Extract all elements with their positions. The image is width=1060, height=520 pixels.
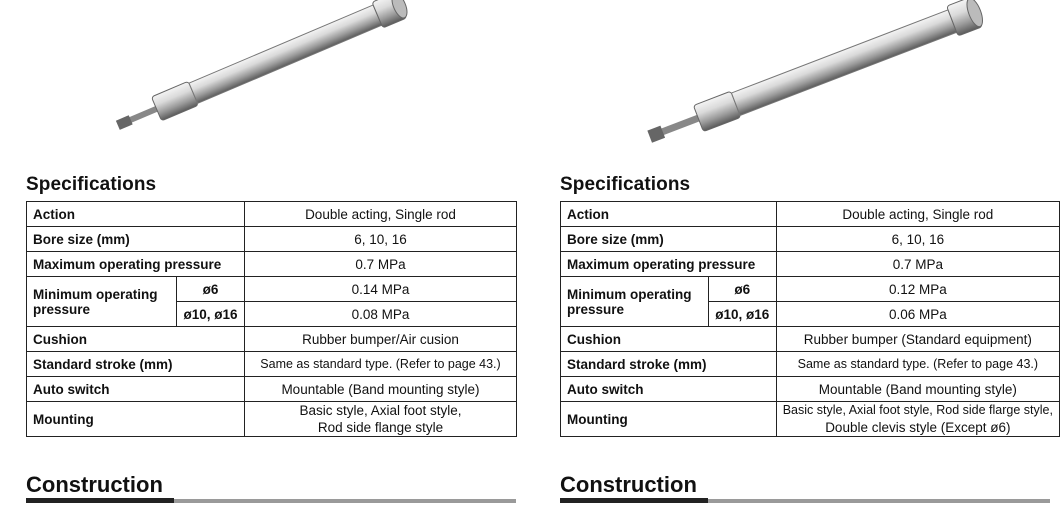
mounting-value-line2: Rod side flange style [317, 420, 444, 435]
construction-title: Construction [26, 472, 163, 497]
row-value-mounting [245, 402, 517, 437]
table-row [27, 227, 517, 252]
sub-label-bore-10-16: ø10, ø16 [177, 302, 245, 327]
row-value-max-pressure: 0.7 MPa [245, 252, 517, 277]
row-value-stroke: Same as standard type. (Refer to page 43.) [245, 352, 517, 377]
row-label-stroke: Standard stroke (mm) [561, 352, 777, 377]
row-value-mounting [776, 402, 1059, 437]
table-row [561, 227, 1060, 252]
row-value-cushion: Rubber bumper (Standard equipment) [776, 327, 1059, 352]
row-label-mounting: Mounting [561, 402, 777, 437]
row-value-action: Double acting, Single rod [245, 202, 517, 227]
row-label-bore: Bore size (mm) [27, 227, 245, 252]
table-row [27, 352, 517, 377]
table-row [27, 277, 517, 302]
row-label-bore: Bore size (mm) [561, 227, 777, 252]
construction-rule [560, 498, 1050, 503]
right-panel [560, 0, 1060, 520]
row-label-auto-switch: Auto switch [561, 377, 777, 402]
row-label-stroke: Standard stroke (mm) [27, 352, 245, 377]
table-row [561, 202, 1060, 227]
table-row [561, 352, 1060, 377]
row-value-max-pressure: 0.7 MPa [776, 252, 1059, 277]
table-row [27, 202, 517, 227]
row-label-auto-switch: Auto switch [27, 377, 245, 402]
rule-light-segment [174, 499, 516, 503]
specifications-table [26, 201, 517, 437]
row-value-bore: 6, 10, 16 [245, 227, 517, 252]
row-value-auto-switch: Mountable (Band mounting style) [776, 377, 1059, 402]
min-pressure-label-line1: Minimum operating [33, 286, 158, 302]
table-row [561, 377, 1060, 402]
row-label-max-pressure: Maximum operating pressure [27, 252, 245, 277]
table-row [561, 327, 1060, 352]
row-value-auto-switch: Mountable (Band mounting style) [245, 377, 517, 402]
min-pressure-label-line1: Minimum operating [567, 286, 692, 302]
row-value-min-pressure-6: 0.12 MPa [776, 277, 1059, 302]
table-row [27, 252, 517, 277]
row-label-action: Action [561, 202, 777, 227]
sub-label-bore-10-16: ø10, ø16 [708, 302, 776, 327]
sub-label-bore-6: ø6 [177, 277, 245, 302]
table-row [27, 377, 517, 402]
row-value-action: Double acting, Single rod [776, 202, 1059, 227]
specifications-title: Specifications [560, 174, 691, 195]
sub-label-bore-6: ø6 [708, 277, 776, 302]
min-pressure-label-line2: pressure [567, 301, 625, 317]
row-label-cushion: Cushion [561, 327, 777, 352]
row-label-action: Action [27, 202, 245, 227]
table-row [27, 327, 517, 352]
min-pressure-label-line2: pressure [33, 301, 91, 317]
row-label-max-pressure: Maximum operating pressure [561, 252, 777, 277]
air-cylinder-image [26, 0, 526, 165]
row-label-min-pressure [561, 277, 709, 327]
row-value-min-pressure-10-16: 0.06 MPa [776, 302, 1059, 327]
mounting-value-line1: Basic style, Axial foot style, [299, 403, 462, 418]
row-value-min-pressure-6: 0.14 MPa [245, 277, 517, 302]
table-row [27, 402, 517, 437]
specifications-title: Specifications [26, 174, 157, 195]
left-panel [26, 0, 526, 520]
air-cylinder-image [560, 0, 1060, 165]
row-label-min-pressure [27, 277, 177, 327]
row-value-bore: 6, 10, 16 [776, 227, 1059, 252]
rule-light-segment [708, 499, 1050, 503]
row-label-cushion: Cushion [27, 327, 245, 352]
rule-dark-segment [26, 498, 174, 503]
row-value-min-pressure-10-16: 0.08 MPa [245, 302, 517, 327]
row-label-mounting: Mounting [27, 402, 245, 437]
mounting-value-line2: Double clevis style (Except ø6) [825, 420, 1011, 435]
construction-rule [26, 498, 516, 503]
mounting-value-line1: Basic style, Axial foot style, Rod side flarge style, [782, 403, 1053, 417]
table-row [561, 252, 1060, 277]
table-row [561, 277, 1060, 302]
specifications-table [560, 201, 1060, 437]
row-value-stroke: Same as standard type. (Refer to page 43.) [776, 352, 1059, 377]
construction-title: Construction [560, 472, 697, 497]
rule-dark-segment [560, 498, 708, 503]
table-row [561, 402, 1060, 437]
row-value-cushion: Rubber bumper/Air cusion [245, 327, 517, 352]
